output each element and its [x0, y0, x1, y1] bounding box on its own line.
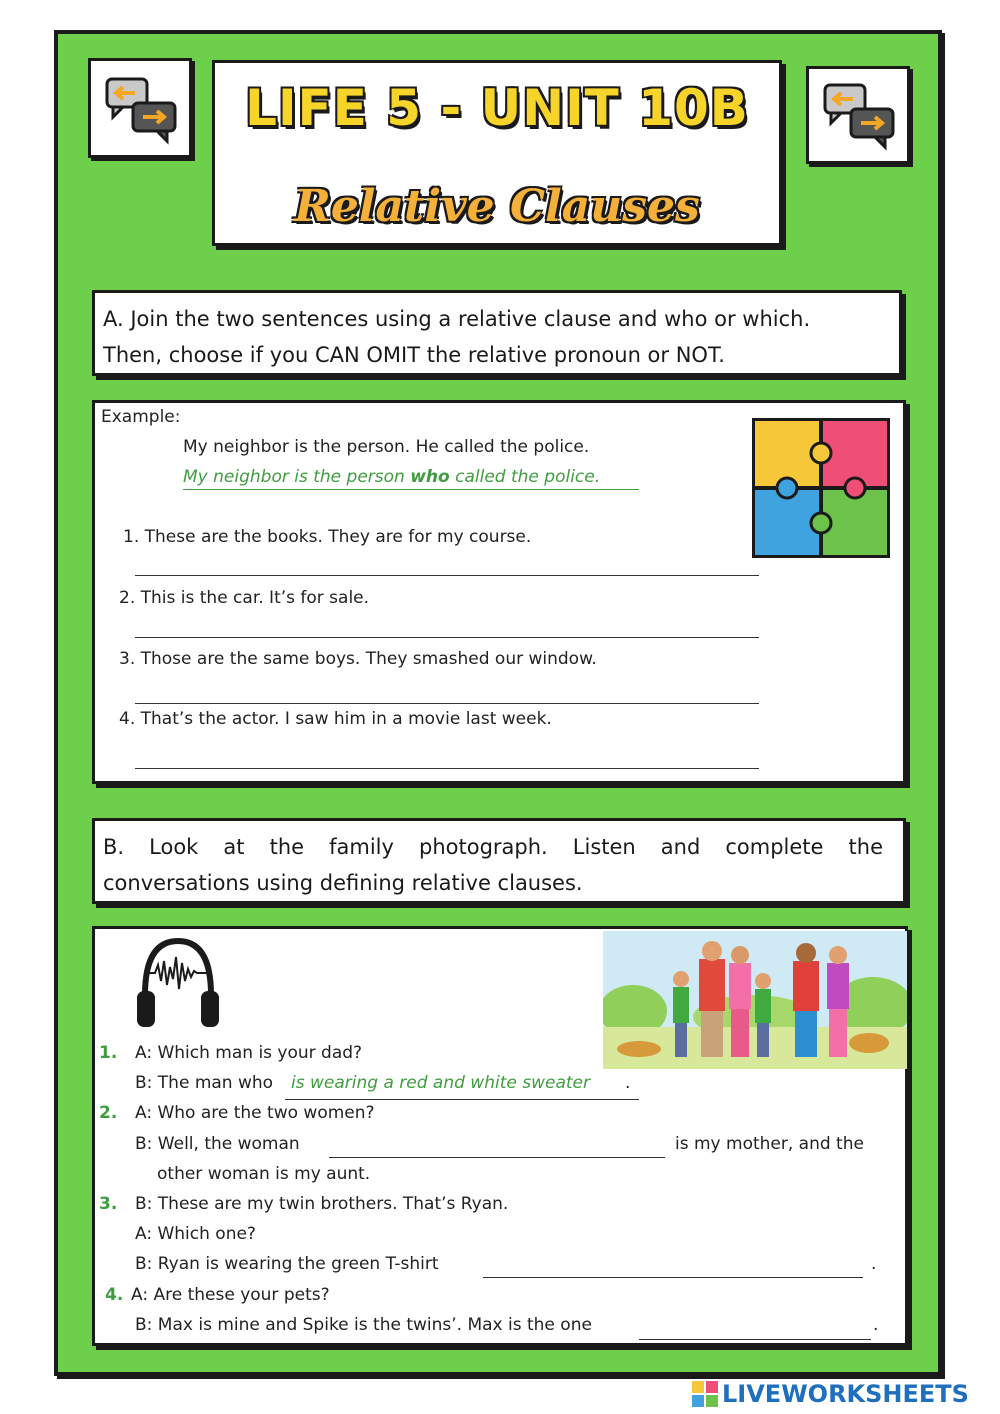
q-number-2: 2.: [99, 1103, 118, 1123]
q-number-3: 3.: [99, 1194, 118, 1214]
q1-a: A: Which man is your dad?: [135, 1043, 363, 1063]
q2-b-cont: other woman is my aunt.: [157, 1164, 371, 1184]
q2-answer-line[interactable]: [329, 1157, 665, 1158]
q3-end: .: [871, 1254, 877, 1274]
example-sentence: My neighbor is the person. He called the police.: [183, 437, 590, 457]
section-a-content-box: [92, 400, 906, 784]
section-a-instruction-2: Then, choose if you CAN OMIT the relative pronoun or NOT.: [103, 343, 725, 367]
footer-brand: LIVEWORKSHEETS: [722, 1380, 969, 1408]
swap-arrows-icon: [91, 61, 189, 155]
family-photo: [603, 931, 907, 1069]
example-answer-part2: called the police.: [449, 467, 601, 487]
title-box: [212, 60, 782, 246]
q-number-1: 1.: [99, 1043, 118, 1063]
q-number-4: 4.: [105, 1285, 124, 1305]
answer-line-1[interactable]: [135, 575, 759, 576]
q2-a: A: Who are the two women?: [135, 1103, 375, 1123]
section-a-instruction-1: A. Join the two sentences using a relative clause and who or which.: [103, 307, 811, 331]
q1-b-answer: is wearing a red and white sweater: [291, 1073, 590, 1093]
answer-line-2[interactable]: [135, 637, 759, 638]
q4-end: .: [873, 1315, 879, 1335]
q1-answer-line[interactable]: [285, 1099, 639, 1100]
section-b-instruction-2: conversations using defining relative clauses.: [103, 871, 583, 895]
section-b-content-box: [92, 926, 908, 1346]
q1-b-suffix: .: [625, 1073, 631, 1093]
left-icon-box: [88, 58, 192, 158]
item-2: 2. This is the car. It’s for sale.: [119, 588, 370, 608]
example-answer-part1: My neighbor is the person: [183, 467, 411, 487]
answer-line-4[interactable]: [135, 768, 759, 769]
q4-a: A: Are these your pets?: [131, 1285, 330, 1305]
liveworksheets-logo-icon: [692, 1381, 718, 1407]
q3-answer-line[interactable]: [483, 1277, 863, 1278]
q3-b2: B: Ryan is wearing the green T-shirt: [135, 1254, 439, 1274]
q1-b-prefix: B: The man who: [135, 1073, 274, 1093]
swap-arrows-icon: [809, 69, 907, 161]
example-answer-underline: [183, 489, 639, 490]
puzzle-icon: [751, 417, 891, 559]
example-answer: [183, 467, 600, 487]
example-answer-keyword: who: [410, 467, 450, 487]
footer-logo[interactable]: [692, 1380, 969, 1408]
example-label: Example:: [101, 407, 181, 427]
section-b-instruction-box: [92, 818, 906, 904]
q4-answer-line[interactable]: [639, 1339, 871, 1340]
right-icon-box: [806, 66, 910, 164]
page-title: LIFE 5 - UNIT 10B: [245, 79, 749, 137]
q2-b-suffix: is my mother, and the: [675, 1134, 864, 1154]
item-1: 1. These are the books. They are for my course.: [123, 527, 532, 547]
q3-a: A: Which one?: [135, 1224, 256, 1244]
q3-b: B: These are my twin brothers. That’s Ryan.: [135, 1194, 509, 1214]
page-subtitle: Relative Clauses: [294, 181, 700, 232]
q2-b-prefix: B: Well, the woman: [135, 1134, 300, 1154]
headphones-icon[interactable]: [135, 935, 221, 1033]
section-b-instruction-1: B. Look at the family photograph. Listen and complete the: [103, 835, 883, 859]
answer-line-3[interactable]: [135, 703, 759, 704]
item-4: 4. That’s the actor. I saw him in a movie last week.: [119, 709, 552, 729]
item-3: 3. Those are the same boys. They smashed our window.: [119, 649, 597, 669]
q4-b: B: Max is mine and Spike is the twins’. Max is the one: [135, 1315, 592, 1335]
section-a-instruction-box: [92, 290, 902, 376]
